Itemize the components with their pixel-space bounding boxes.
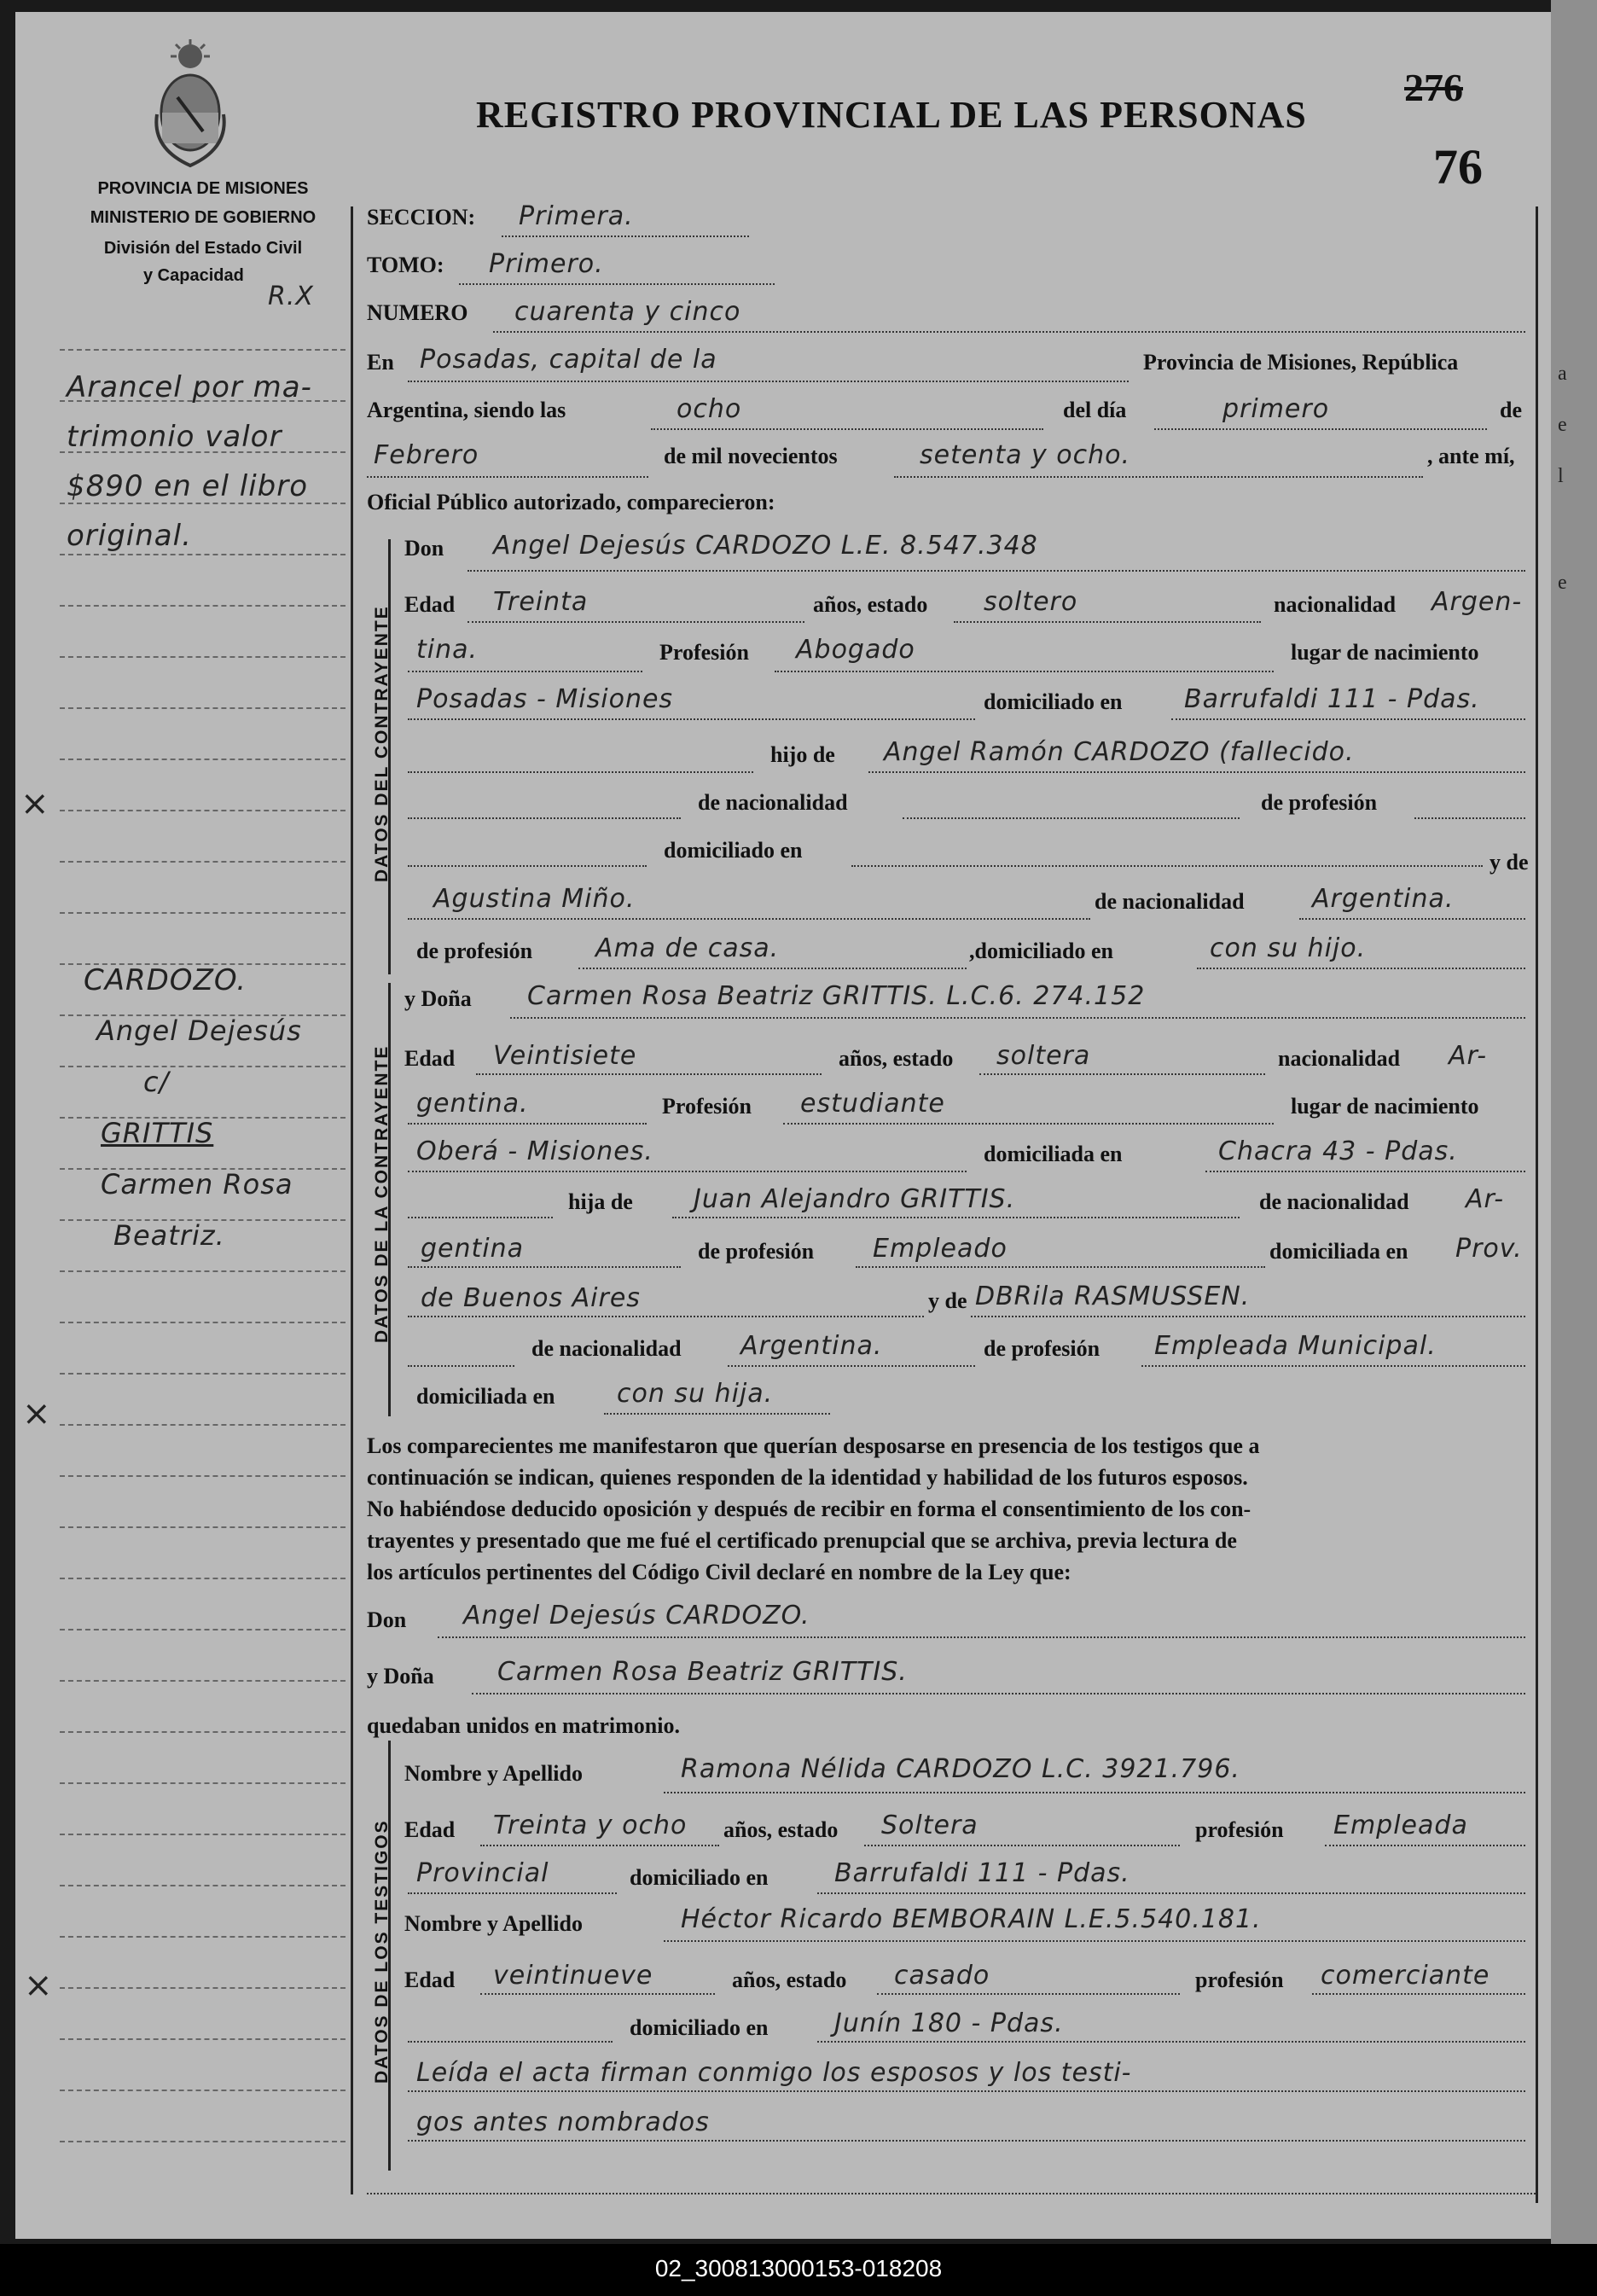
value-w1-dom: Barrufaldi 111 - Pdas.	[834, 1858, 1130, 1888]
value-bride-padre-prof: Empleado	[873, 1234, 1008, 1264]
adjacent-page-edge	[1551, 0, 1597, 2244]
label-madre-prof: de profesión	[416, 939, 533, 963]
label-bride-padre-nac: de nacionalidad	[1259, 1189, 1409, 1214]
value-groom-nac-b: tina.	[416, 635, 479, 665]
label-w1-estado: años, estado	[723, 1817, 839, 1842]
value-groom-prof: Abogado	[796, 635, 915, 665]
label-bride-estado: años, estado	[839, 1046, 954, 1071]
label-y-de: y de	[1490, 850, 1529, 875]
value-hora: ocho	[677, 394, 742, 424]
margin-fee-note-line: Arancel por ma-	[67, 370, 312, 404]
label-w1-prof: profesión	[1195, 1817, 1284, 1842]
initials-handwritten: R.X	[268, 282, 314, 311]
label-w2-nombre: Nombre y Apellido	[404, 1911, 583, 1936]
label-bride-madre-prof: de profesión	[984, 1336, 1100, 1361]
value-bride-padre-dom-b: de Buenos Aires	[421, 1283, 641, 1313]
folio-old-number: 276	[1404, 66, 1463, 109]
value-madre-dom: con su hijo.	[1210, 933, 1367, 963]
value-bride-nac-a: Ar-	[1449, 1041, 1488, 1071]
declaration-line: continuación se indican, quienes responden de la identidad y habilidad de los futuros esposos.	[367, 1465, 1248, 1490]
label-w1-dom: domiciliado en	[630, 1865, 769, 1890]
label-w2-edad: Edad	[404, 1968, 456, 1992]
value-bride-nac-b: gentina.	[416, 1089, 529, 1119]
label-provincia: Provincia de Misiones, República	[1143, 350, 1459, 375]
label-oficial: Oficial Público autorizado, comparecieron:	[367, 490, 775, 514]
value-groom-nac-a: Argen-	[1431, 587, 1523, 617]
image-caption: 02_300813000153-018208	[654, 2255, 943, 2281]
edge-letter: l	[1558, 465, 1564, 487]
label-groom-edad: Edad	[404, 592, 456, 617]
value-bride-padre-nac-a: Ar-	[1466, 1184, 1505, 1214]
margin-with: c/	[143, 1066, 170, 1098]
value-groom-edad: Treinta	[493, 587, 589, 617]
value-groom-padre: Angel Ramón CARDOZO (fallecido.	[884, 737, 1355, 767]
label-madre-dom: ,domiciliado en	[969, 939, 1114, 963]
label-w2-dom: domiciliado en	[630, 2015, 769, 2040]
value-mes: Febrero	[374, 440, 479, 470]
value-groom-estado: soltero	[984, 587, 1078, 617]
value-seccion: Primera.	[519, 201, 634, 231]
value-w1-prof-b: Provincial	[416, 1858, 549, 1888]
label-dia: del día	[1063, 398, 1127, 422]
closing-line-2: gos antes nombrados	[416, 2107, 710, 2137]
certificate-page	[15, 12, 1551, 2239]
value-w2-dom: Junín 180 - Pdas.	[834, 2008, 1064, 2038]
value-tomo: Primero.	[489, 249, 604, 279]
value-anio: setenta y ocho.	[920, 440, 1131, 470]
value-w2-name: Héctor Ricardo BEMBORAIN L.E.5.540.181.	[681, 1904, 1262, 1934]
value-bride-name: Carmen Rosa Beatriz GRITTIS. L.C.6. 274.152	[527, 981, 1146, 1011]
label-bride-padre-prof: de profesión	[698, 1239, 815, 1264]
label-bride-y-de: y de	[928, 1288, 967, 1313]
province-name: PROVINCIA DE MISIONES	[97, 179, 309, 198]
label-de: de	[1500, 398, 1522, 422]
value-bride-estado: soltera	[996, 1041, 1091, 1071]
division-name: División del Estado Civil	[103, 239, 303, 258]
value-bride-edad: Veintisiete	[493, 1041, 637, 1071]
label-anio: de mil novecientos	[664, 444, 838, 468]
value-bride-padre: Juan Alejandro GRITTIS.	[694, 1184, 1016, 1214]
value-w1-estado: Soltera	[881, 1811, 979, 1840]
margin-fee-note-line: trimonio valor	[67, 420, 282, 454]
label-bride-madre-nac: de nacionalidad	[531, 1336, 682, 1361]
value-madre-prof: Ama de casa.	[595, 933, 780, 963]
edge-letter: e	[1558, 572, 1567, 594]
label-groom-prof: Profesión	[659, 640, 749, 665]
label-padre-nac: de nacionalidad	[698, 790, 848, 815]
declaration-line: trayentes y presentado que me fué el certificado prenupcial que se archiva, previa lectura de	[367, 1528, 1237, 1553]
label-bride-lugar: lugar de nacimiento	[1291, 1094, 1479, 1119]
declaration-line: Los comparecientes me manifestaron que querían desposarse en presencia de los testigos que a	[367, 1433, 1260, 1458]
label-decl-dona: y Doña	[367, 1664, 434, 1689]
declaration-line: No habiéndose deducido oposición y después de recibir en forma el consentimiento de los con-	[367, 1497, 1251, 1521]
value-w1-name: Ramona Nélida CARDOZO L.C. 3921.796.	[681, 1754, 1240, 1784]
value-groom-lugar: Posadas - Misiones	[416, 684, 674, 714]
value-bride-prof: estudiante	[800, 1089, 945, 1119]
label-groom-lugar: lugar de nacimiento	[1291, 640, 1479, 665]
label-w1-edad: Edad	[404, 1817, 456, 1842]
value-bride-madre-prof: Empleada Municipal.	[1154, 1331, 1437, 1361]
label-hija-de: hija de	[568, 1189, 633, 1214]
margin-name-bride-2: Beatriz.	[113, 1219, 225, 1252]
label-bride-nac: nacionalidad	[1278, 1046, 1401, 1071]
value-lugar: Posadas, capital de la	[420, 345, 717, 375]
value-w1-prof-a: Empleada	[1333, 1811, 1468, 1840]
label-padre-dom: domiciliado en	[664, 838, 803, 863]
label-numero: NUMERO	[367, 300, 468, 325]
label-ante-mi: , ante mí,	[1427, 444, 1515, 468]
value-groom-dom: Barrufaldi 111 - Pdas.	[1184, 684, 1480, 714]
value-groom-madre: Agustina Miño.	[433, 884, 636, 914]
label-bride-prof: Profesión	[662, 1094, 752, 1119]
label-datos-contrayente-f: DATOS DE LA CONTRAYENTE	[372, 1044, 392, 1343]
label-hijo-de: hijo de	[770, 742, 835, 767]
label-don: Don	[404, 536, 444, 561]
closing-line: Leída el acta firman conmigo los esposos y los testi-	[416, 2058, 1132, 2088]
right-margin-rule	[1536, 206, 1538, 2203]
coat-of-arms-emblem	[152, 38, 229, 170]
label-groom-dom: domiciliado en	[984, 689, 1123, 714]
margin-surname-groom: CARDOZO.	[84, 963, 247, 997]
margin-fee-note-line: $890 en el libro	[67, 469, 309, 503]
binding-stitch-mark: ×	[24, 1966, 53, 2005]
value-bride-padre-dom-a: Prov.	[1455, 1234, 1523, 1264]
folio-number: 76	[1433, 139, 1483, 195]
registry-title: REGISTRO PROVINCIAL DE LAS PERSONAS	[476, 94, 1307, 136]
label-w1-nombre: Nombre y Apellido	[404, 1761, 583, 1786]
label-w2-estado: años, estado	[732, 1968, 847, 1992]
margin-name-groom: Angel Dejesús	[96, 1014, 302, 1047]
label-datos-testigos: DATOS DE LOS TESTIGOS	[372, 1819, 392, 2084]
label-en: En	[367, 350, 394, 375]
label-w2-prof: profesión	[1195, 1968, 1284, 1992]
label-seccion: SECCION:	[367, 205, 476, 230]
value-bride-lugar: Oberá - Misiones.	[416, 1136, 653, 1166]
label-datos-contrayente: DATOS DEL CONTRAYENTE	[372, 605, 392, 882]
value-w1-edad: Treinta y ocho	[493, 1811, 688, 1840]
value-bride-padre-nac-b: gentina	[421, 1234, 525, 1264]
value-bride-madre-nac: Argentina.	[740, 1331, 883, 1361]
edge-letter: e	[1558, 414, 1567, 436]
left-margin-rule	[351, 206, 353, 2194]
value-w2-edad: veintinueve	[493, 1961, 653, 1991]
label-decl-don: Don	[367, 1607, 407, 1632]
label-groom-estado: años, estado	[813, 592, 928, 617]
capacity-name: y Capacidad	[143, 266, 244, 285]
value-decl-don: Angel Dejesús CARDOZO.	[463, 1601, 810, 1630]
value-groom-name: Angel Dejesús CARDOZO L.E. 8.547.348	[493, 531, 1038, 561]
label-argentina-hora: Argentina, siendo las	[367, 398, 566, 422]
value-decl-dona: Carmen Rosa Beatriz GRITTIS.	[497, 1657, 908, 1687]
value-w2-estado: casado	[894, 1961, 990, 1991]
value-madre-nac: Argentina.	[1312, 884, 1455, 914]
value-w2-prof: comerciante	[1321, 1961, 1490, 1991]
binding-stitch-mark: ×	[22, 1394, 51, 1433]
value-dia: primero	[1222, 394, 1330, 424]
binding-stitch-mark: ×	[20, 784, 49, 823]
label-tomo: TOMO:	[367, 253, 444, 277]
edge-letter: a	[1558, 363, 1567, 385]
label-bride-dom: domiciliada en	[984, 1142, 1123, 1166]
margin-surname-bride: GRITTIS	[101, 1117, 214, 1149]
ministry-name: MINISTERIO DE GOBIERNO	[90, 208, 316, 227]
value-bride-madre-dom: con su hija.	[617, 1379, 774, 1409]
margin-name-bride: Carmen Rosa	[101, 1168, 293, 1200]
label-dona: y Doña	[404, 986, 472, 1011]
label-bride-edad: Edad	[404, 1046, 456, 1071]
declaration-line: los artículos pertinentes del Código Civil declaré en nombre de la Ley que:	[367, 1560, 1071, 1584]
label-bride-madre-dom: domiciliada en	[416, 1384, 555, 1409]
label-madre-nac: de nacionalidad	[1095, 889, 1245, 914]
label-padre-prof: de profesión	[1261, 790, 1378, 815]
value-numero: cuarenta y cinco	[514, 297, 741, 327]
label-groom-nac: nacionalidad	[1274, 592, 1397, 617]
value-bride-madre: DBRila RASMUSSEN.	[975, 1282, 1251, 1311]
union-text: quedaban unidos en matrimonio.	[367, 1713, 680, 1738]
label-bride-padre-dom: domiciliada en	[1269, 1239, 1408, 1264]
margin-fee-note-line: original.	[67, 519, 192, 553]
value-bride-dom: Chacra 43 - Pdas.	[1218, 1136, 1458, 1166]
